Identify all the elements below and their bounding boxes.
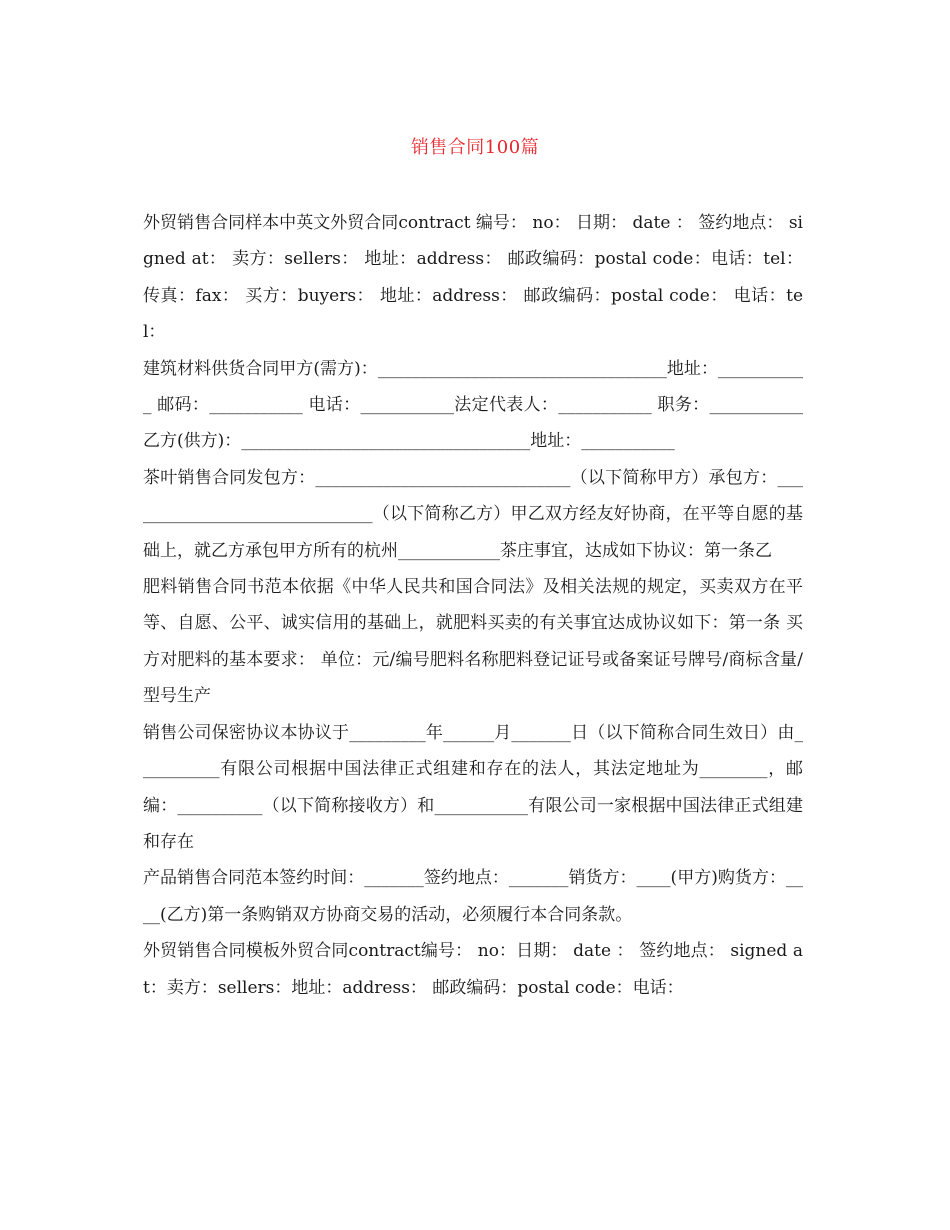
paragraph-building-materials-contract: 建筑材料供货合同甲方(需方)：__________________________________地址：___________ 邮码：___________ 电话：___________法定代表人：___________ 职务：___________乙方(供方)：__________________________________地址：___________ [143,358,803,452]
paragraph-product-sales-contract: 产品销售合同范本签约时间：_______签约地点：_______销货方：____(甲方)购货方：____(乙方)第一条购销双方协商交易的活动，必须履行本合同条款。 [143,868,803,925]
paragraph-confidentiality-agreement: 销售公司保密协议本协议于_________年______月_______日（以下简称合同生效日）由__________有限公司根据中国法律正式组建和存在的法人，其法定地址为________，邮编：__________（以下简称接收方）和___________有限公司一家根据中国法律正式组建和存在 [143,722,803,852]
paragraph-foreign-trade-template: 外贸销售合同模板外贸合同contract编号： no：日期： date ： 签约地点： signed at：卖方：sellers：地址：address： 邮政编码：postal code：电话： [143,941,803,998]
paragraph-tea-sales-contract: 茶叶销售合同发包方：______________________________（以下简称甲方）承包方：______________________________（以下简称乙方）甲乙双方经友好协商，在平等自愿的基础上，就乙方承包甲方所有的杭州____________茶庄事宜，达成如下协议：第一条乙 [143,467,803,561]
paragraph-foreign-trade-contract: 外贸销售合同样本中英文外贸合同contract 编号： no： 日期： date ： 签约地点： signed at： 卖方：sellers： 地址：address： 邮政编码：postal code：电话：tel： 传真：fax： 买方：buyers： 地址：address： 邮政编码：postal code： 电话：tel： [143,213,803,343]
document-body [143,205,803,1006]
paragraph-fertilizer-sales-contract: 肥料销售合同书范本依据《中华人民共和国合同法》及相关法规的规定，买卖双方在平等、自愿、公平、诚实信用的基础上，就肥料买卖的有关事宜达成协议如下：第一条 买方对肥料的基本要求： 单位：元/编号肥料名称肥料登记证号或备案证号牌号/商标含量/型号生产 [143,577,803,707]
document-title: 销售合同100篇 [410,137,540,158]
